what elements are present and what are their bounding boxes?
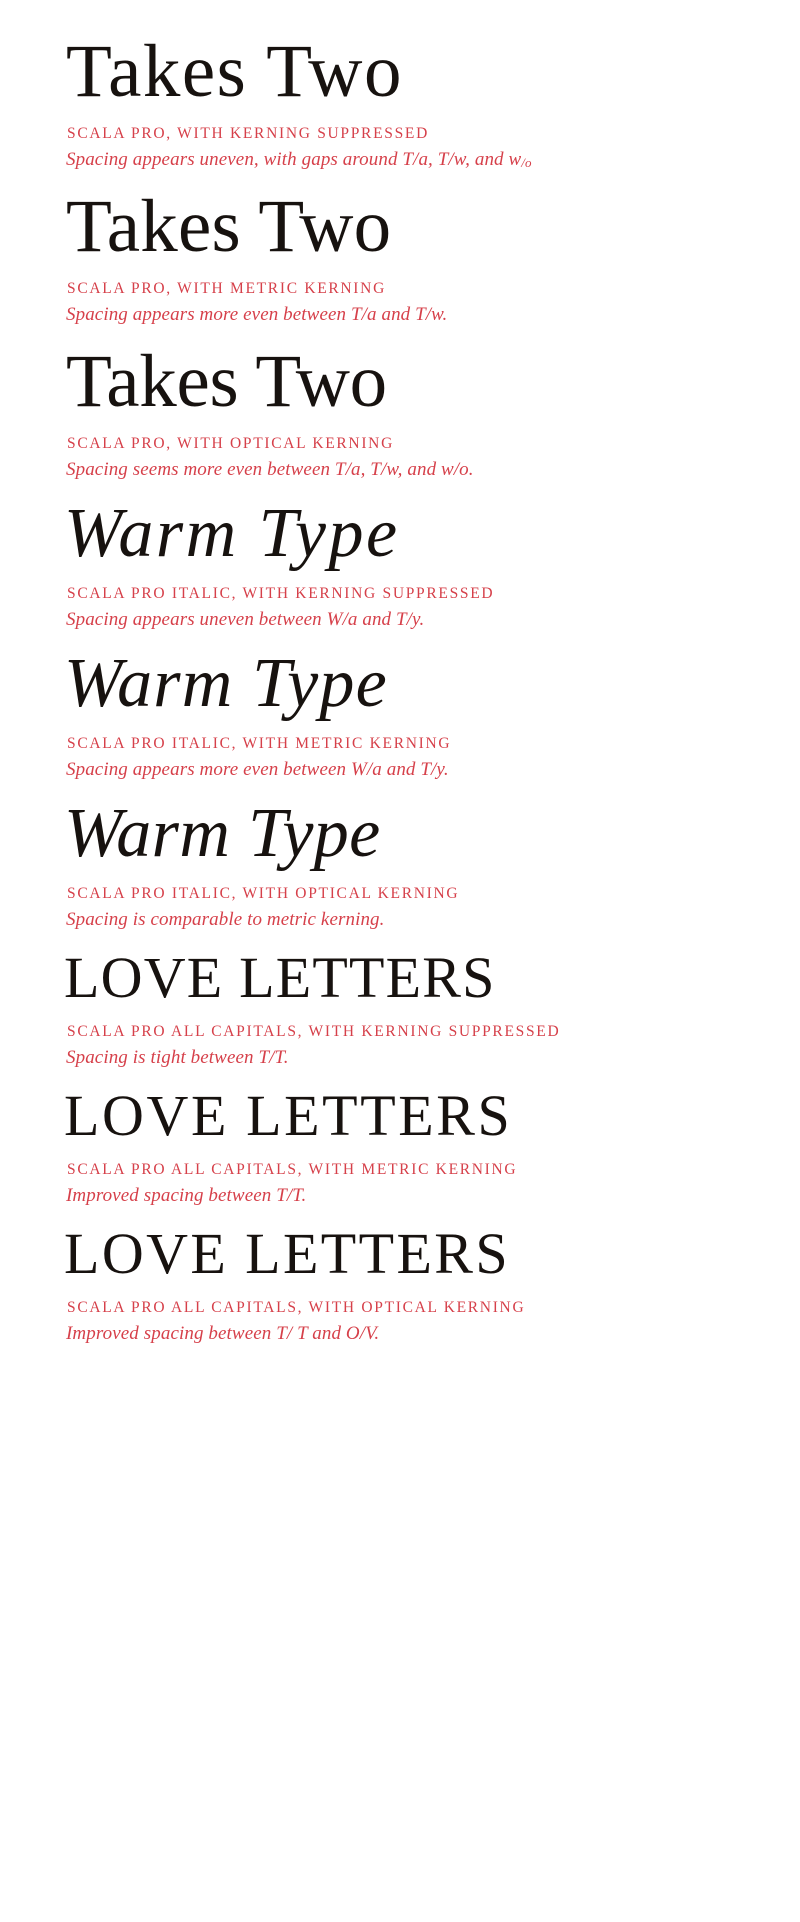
specimen-note bbox=[0, 909, 800, 931]
specimen-note-text: Improved spacing between T/ T and O/V. bbox=[66, 1323, 380, 1344]
specimen-note bbox=[0, 459, 800, 481]
specimen-note bbox=[0, 609, 800, 631]
specimen-block bbox=[0, 1083, 800, 1225]
specimen-caption: SCALA PRO, WITH OPTICAL KERNING bbox=[67, 435, 394, 452]
specimen-note-text: Spacing appears uneven between W/a and T/y. bbox=[66, 609, 425, 630]
specimen-note bbox=[0, 149, 800, 171]
specimen-note-text: Improved spacing between T/T. bbox=[66, 1185, 307, 1206]
type-sample: Warm Type bbox=[64, 795, 381, 872]
specimen-block bbox=[0, 945, 800, 1087]
specimen-block bbox=[0, 1221, 800, 1363]
specimen-note bbox=[0, 1185, 800, 1207]
type-sample: LOVE LETTERS bbox=[64, 945, 496, 1010]
specimen-caption: SCALA PRO, WITH METRIC KERNING bbox=[67, 280, 386, 297]
type-sample: LOVE LETTERS bbox=[64, 1221, 511, 1286]
type-sample: Takes Two bbox=[66, 185, 392, 268]
type-sample: Takes Two bbox=[66, 340, 387, 423]
specimen-caption: SCALA PRO ALL CAPITALS, WITH KERNING SUPPRESSED bbox=[67, 1023, 561, 1040]
specimen-caption: SCALA PRO ITALIC, WITH OPTICAL KERNING bbox=[67, 885, 460, 902]
specimen-note-text: Spacing appears uneven, with gaps around T/a, T/w, and w bbox=[66, 149, 522, 170]
specimen-note bbox=[0, 1047, 800, 1069]
specimen-note-text: Spacing appears more even between T/a and T/w. bbox=[66, 304, 448, 325]
type-sample: Warm Type bbox=[64, 495, 400, 572]
specimen-note-text: Spacing is tight between T/T. bbox=[66, 1047, 289, 1068]
specimen-note bbox=[0, 304, 800, 326]
type-sample: Takes Two bbox=[66, 30, 403, 113]
specimen-block bbox=[0, 340, 800, 499]
specimen-caption: SCALA PRO ITALIC, WITH KERNING SUPPRESSED bbox=[67, 585, 495, 602]
specimen-note bbox=[0, 759, 800, 781]
specimen-block bbox=[0, 795, 800, 949]
specimen-caption: SCALA PRO, WITH KERNING SUPPRESSED bbox=[67, 125, 429, 142]
specimen-note-text: Spacing is comparable to metric kerning. bbox=[66, 909, 385, 930]
specimen-note-subscript: /o bbox=[521, 155, 532, 170]
specimen-block bbox=[0, 495, 800, 649]
specimen-caption: SCALA PRO ITALIC, WITH METRIC KERNING bbox=[67, 735, 452, 752]
specimen-caption: SCALA PRO ALL CAPITALS, WITH OPTICAL KERNING bbox=[67, 1299, 526, 1316]
specimen-block bbox=[0, 185, 800, 344]
specimen-caption: SCALA PRO ALL CAPITALS, WITH METRIC KERNING bbox=[67, 1161, 518, 1178]
specimen-note-text: Spacing appears more even between W/a and T/y. bbox=[66, 759, 449, 780]
type-sample: LOVE LETTERS bbox=[64, 1083, 513, 1148]
type-sample: Warm Type bbox=[64, 645, 388, 722]
specimen-block bbox=[0, 645, 800, 799]
specimen-block bbox=[0, 30, 800, 189]
specimen-note bbox=[0, 1323, 800, 1345]
specimen-note-text: Spacing seems more even between T/a, T/w, and w/o. bbox=[66, 459, 474, 480]
